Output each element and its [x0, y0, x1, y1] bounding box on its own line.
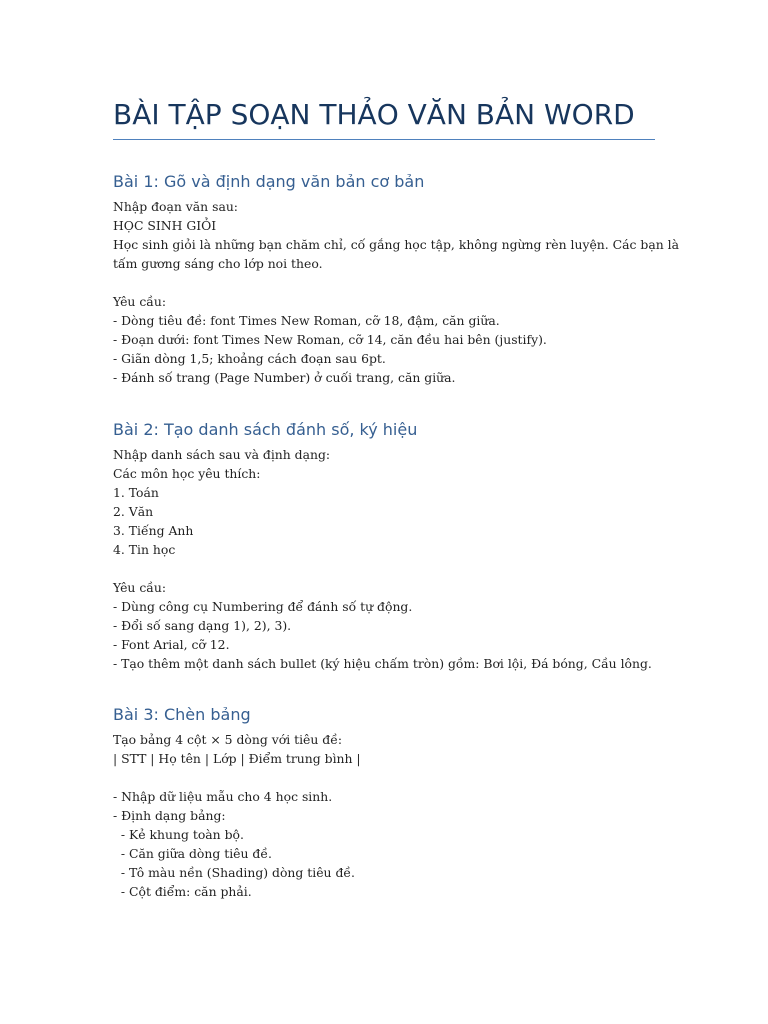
list-item: 2. Văn [113, 504, 154, 519]
body-line: tấm gương sáng cho lớp noi theo. [113, 256, 323, 271]
list-item: 3. Tiếng Anh [113, 523, 194, 538]
section-exercise-2 [113, 419, 673, 673]
requirement-item: - Nhập dữ liệu mẫu cho 4 học sinh. [113, 789, 333, 804]
body-line: Yêu cầu: [113, 580, 167, 595]
requirement-item: - Định dạng bảng: [113, 808, 226, 823]
section-heading: Bài 2: Tạo danh sách đánh số, ký hiệu [113, 420, 418, 439]
body-line: Nhập đoạn văn sau: [113, 199, 238, 214]
blank-line [113, 273, 673, 292]
document-title: BÀI TẬP SOẠN THẢO VĂN BẢN WORD [113, 98, 635, 131]
section-heading: Bài 1: Gõ và định dạng văn bản cơ bản [113, 172, 425, 191]
requirement-item: - Font Arial, cỡ 12. [113, 637, 230, 652]
sub-requirement-item: - Tô màu nền (Shading) dòng tiêu đề. [113, 865, 355, 880]
body-line: Nhập danh sách sau và định dạng: [113, 447, 331, 462]
section-exercise-1 [113, 171, 679, 387]
blank-line [113, 559, 673, 578]
requirement-item: - Giãn dòng 1,5; khoảng cách đoạn sau 6pt. [113, 351, 386, 366]
list-item: 1. Toán [113, 485, 159, 500]
section-heading: Bài 3: Chèn bảng [113, 705, 251, 724]
title-underline [113, 139, 655, 140]
requirement-item: - Đánh số trang (Page Number) ở cuối trang, căn giữa. [113, 370, 456, 385]
sub-requirement-item: - Căn giữa dòng tiêu đề. [113, 846, 272, 861]
body-line: Học sinh giỏi là những bạn chăm chỉ, cố gắng học tập, không ngừng rèn luyện. Các bạn là [113, 237, 679, 252]
body-line: Yêu cầu: [113, 294, 167, 309]
requirement-item: - Dùng công cụ Numbering để đánh số tự động. [113, 599, 413, 614]
blank-line [113, 768, 673, 787]
requirement-item: - Đoạn dưới: font Times New Roman, cỡ 14, căn đều hai bên (justify). [113, 332, 547, 347]
body-line: Các môn học yêu thích: [113, 466, 261, 481]
table-header-spec: | STT | Họ tên | Lớp | Điểm trung bình | [113, 751, 361, 766]
section-exercise-3 [113, 704, 673, 901]
requirement-item: - Dòng tiêu đề: font Times New Roman, cỡ 18, đậm, căn giữa. [113, 313, 500, 328]
requirement-item: - Đổi số sang dạng 1), 2), 3). [113, 618, 292, 633]
body-line: Tạo bảng 4 cột × 5 dòng với tiêu đề: [113, 732, 343, 747]
body-line: HỌC SINH GIỎI [113, 218, 217, 233]
sub-requirement-item: - Cột điểm: căn phải. [113, 884, 252, 899]
list-item: 4. Tin học [113, 542, 176, 557]
sub-requirement-item: - Kẻ khung toàn bộ. [113, 827, 244, 842]
requirement-item: - Tạo thêm một danh sách bullet (ký hiệu chấm tròn) gồm: Bơi lội, Đá bóng, Cầu lông. [113, 656, 652, 671]
